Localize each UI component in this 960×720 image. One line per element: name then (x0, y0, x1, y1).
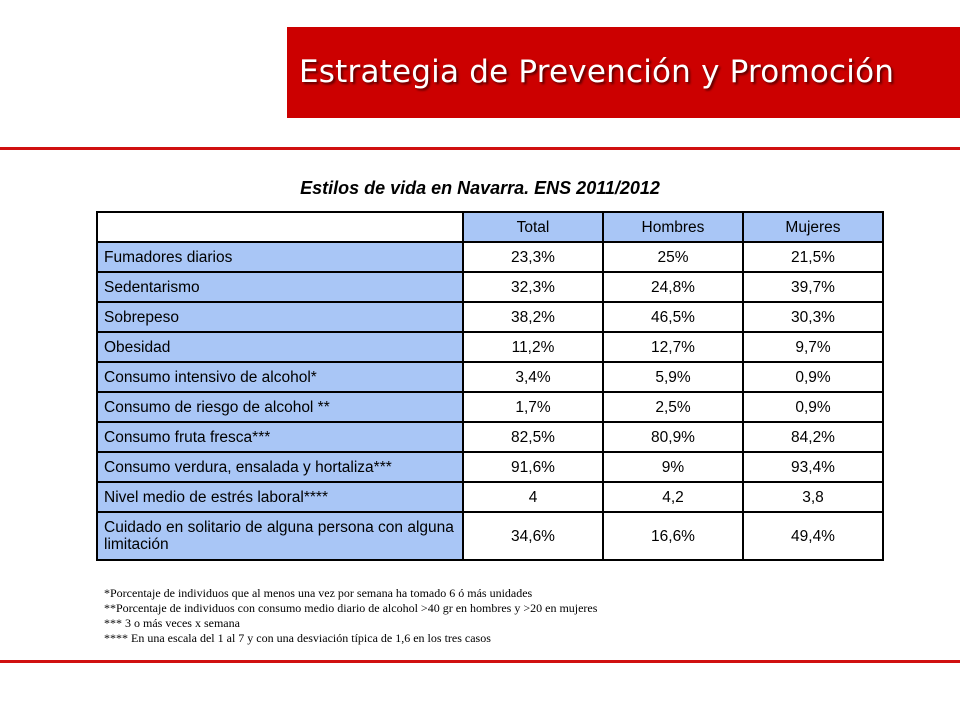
footnote: **Porcentaje de individuos con consumo medio diario de alcohol >40 gr en hombres y >20 en mujeres (104, 601, 598, 615)
row-label: Consumo verdura, ensalada y hortaliza*** (97, 452, 463, 482)
table-header-row (97, 212, 883, 242)
mujeres-cell: 84,2% (743, 422, 883, 452)
header-cell-total: Total (463, 212, 603, 242)
total-cell: 91,6% (463, 452, 603, 482)
hombres-cell: 9% (603, 452, 743, 482)
total-cell: 23,3% (463, 242, 603, 272)
hombres-cell: 12,7% (603, 332, 743, 362)
header-cell-mujeres: Mujeres (743, 212, 883, 242)
row-label: Sobrepeso (97, 302, 463, 332)
total-cell: 38,2% (463, 302, 603, 332)
hombres-cell: 80,9% (603, 422, 743, 452)
row-label: Nivel medio de estrés laboral**** (97, 482, 463, 512)
mujeres-cell: 9,7% (743, 332, 883, 362)
table-title: Estilos de vida en Navarra. ENS 2011/2012 (300, 178, 660, 198)
table-row (97, 482, 883, 512)
title-banner (287, 27, 960, 118)
hombres-cell: 4,2 (603, 482, 743, 512)
hombres-cell: 46,5% (603, 302, 743, 332)
mujeres-cell: 0,9% (743, 392, 883, 422)
table-row (97, 302, 883, 332)
footnotes (104, 586, 597, 646)
mujeres-cell: 30,3% (743, 302, 883, 332)
total-cell: 11,2% (463, 332, 603, 362)
mujeres-cell: 49,4% (743, 512, 883, 560)
total-cell: 34,6% (463, 512, 603, 560)
table-row (97, 362, 883, 392)
header-cell-hombres: Hombres (603, 212, 743, 242)
hombres-cell: 5,9% (603, 362, 743, 392)
hombres-cell: 2,5% (603, 392, 743, 422)
mujeres-cell: 3,8 (743, 482, 883, 512)
row-label: Fumadores diarios (97, 242, 463, 272)
table-row (97, 392, 883, 422)
table-row (97, 452, 883, 482)
row-label: Obesidad (97, 332, 463, 362)
hombres-cell: 16,6% (603, 512, 743, 560)
total-cell: 3,4% (463, 362, 603, 392)
table-row (97, 272, 883, 302)
hombres-cell: 25% (603, 242, 743, 272)
row-label: Consumo fruta fresca*** (97, 422, 463, 452)
mujeres-cell: 21,5% (743, 242, 883, 272)
footnote: **** En una escala del 1 al 7 y con una desviación típica de 1,6 en los tres casos (104, 631, 491, 645)
lifestyle-table (96, 211, 884, 561)
table-row (97, 422, 883, 452)
top-divider (0, 147, 960, 150)
total-cell: 4 (463, 482, 603, 512)
table-row (97, 242, 883, 272)
row-label: Consumo intensivo de alcohol* (97, 362, 463, 392)
row-label: Consumo de riesgo de alcohol ** (97, 392, 463, 422)
total-cell: 82,5% (463, 422, 603, 452)
hombres-cell: 24,8% (603, 272, 743, 302)
total-cell: 1,7% (463, 392, 603, 422)
table-row (97, 512, 883, 560)
footnote: *Porcentaje de individuos que al menos una vez por semana ha tomado 6 ó más unidades (104, 586, 533, 600)
footnote: *** 3 o más veces x semana (104, 616, 240, 630)
row-label: Sedentarismo (97, 272, 463, 302)
header-cell-empty (97, 212, 463, 242)
bottom-divider (0, 660, 960, 663)
mujeres-cell: 0,9% (743, 362, 883, 392)
mujeres-cell: 93,4% (743, 452, 883, 482)
total-cell: 32,3% (463, 272, 603, 302)
row-label: Cuidado en solitario de alguna persona con alguna limitación (97, 512, 463, 560)
slide-title: Estrategia de Prevención y Promoción (299, 54, 895, 90)
table-row (97, 332, 883, 362)
mujeres-cell: 39,7% (743, 272, 883, 302)
